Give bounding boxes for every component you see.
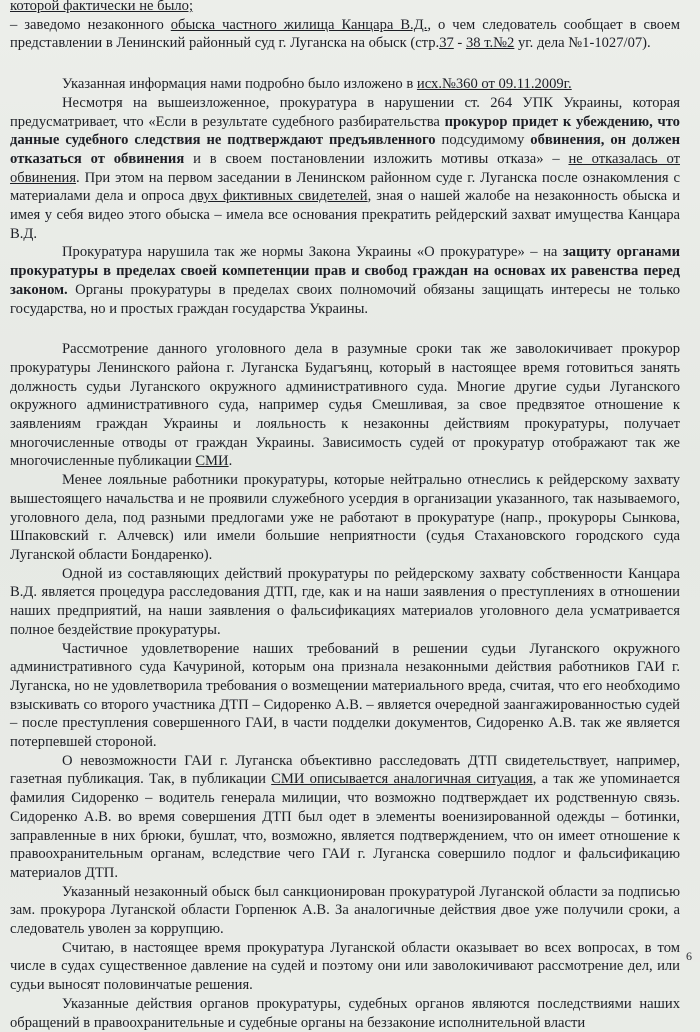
text-run: СМИ описывается аналогичная ситуация bbox=[271, 771, 533, 788]
text-run: Прокуратура нарушила так же нормы Закона Украины «О прокуратуре» – на bbox=[62, 244, 563, 261]
paragraph-5 bbox=[10, 340, 680, 471]
text-run: , а так же упоминается фамилия Сидоренко – водитель генерала милиции, что возможно подтверждает их родственную связь. Сидоренко А.В. во время совершения ДТП был одет в элементы военизированной одежды – ботинки, заправленные в них брюки, бушлат, что, возможно, является подтверждением, что он имеет отношение к правоохранительным органам, вследствие чего ГАИ г. Луганска совершило подлог и фальсификацию материалов ДТП. bbox=[10, 771, 680, 881]
text-run: - bbox=[453, 35, 466, 52]
text-run: . bbox=[228, 453, 233, 470]
paragraph-1 bbox=[10, 0, 680, 53]
paragraph-4 bbox=[10, 243, 680, 318]
text-run: которой фактически не было; bbox=[10, 0, 194, 14]
text-run: уг. дела №1-1027/07). bbox=[514, 35, 651, 52]
text-run: Несмотря на вышеизложенное, прокуратура в нарушении ст. 264 УПК Украины, которая предусматривает, что «Если в результате судебного разбирательства bbox=[10, 94, 680, 130]
text-run: . При этом на первом заседании в Ленинском районном суде г. Луганска после ознакомления с материалами дела и опроса bbox=[10, 169, 680, 205]
paragraph-9 bbox=[10, 752, 680, 883]
text-run: двух фиктивных свидетелей bbox=[189, 188, 368, 205]
paragraph-3 bbox=[10, 94, 680, 244]
paragraph-11: Считаю, в настоящее время прокуратура Луганской области оказывает во всех вопросах, в том числе в судах существенное давление на судей и поэтому они или заволокичивают рассмотрение дел, или судьи выносят половинчатые решения. bbox=[10, 939, 680, 994]
text-run: защиту органами прокуратуры в пределах своей компетенции прав и свобод граждан на основах их равенства перед законом. bbox=[10, 244, 680, 298]
paragraph-8: Частичное удовлетворение наших требований в решении судьи Луганского окружного административного суда Качуриной, которым она признала незаконными действия работников ГАИ г. Луганска, но не удовлетворила требования о возмещении материального вреда, считая, что его необходимо взыскивать со второго участника ДТП – Сидоренко А.В. – является очередной заангажированностью судей – после преступления совершенного ГАИ, в части подделки документов, Сидоренко А.В. так же является потерпевшей стороной. bbox=[10, 640, 680, 751]
text-run: не отказалась от обвинения bbox=[10, 150, 680, 186]
text-run: исх.№360 от 09.11.2009г. bbox=[416, 76, 572, 93]
text-run: О невозможности ГАИ г. Луганска объективно расследовать ДТП свидетельствует, например, газетная публикация. Так, в публикации bbox=[10, 752, 680, 788]
paragraph-12: Указанные действия органов прокуратуры, судебных органов являются последствиями наших обращений в правоохранительные и судебные органы на беззаконие исполнительной власти bbox=[10, 995, 680, 1031]
text-run: подсудимому bbox=[435, 132, 531, 149]
text-run: 38 т.№2 bbox=[465, 35, 515, 52]
document-body bbox=[10, 0, 680, 1032]
text-run: обвинения, он должен отказаться от обвинения bbox=[10, 132, 680, 167]
paragraph-2 bbox=[10, 75, 680, 94]
text-run: Указанная информация нами подробно было изложено в bbox=[62, 76, 417, 93]
text-run: СМИ bbox=[195, 453, 229, 470]
text-run: 37 bbox=[439, 35, 454, 52]
text-run: , зная о нашей жалобе на незаконность обыска и имея у себя видео этого обыска – имела все основания прекратить рейдерский захват имущества Канцара В.Д. bbox=[10, 188, 680, 242]
text-run: Органы прокуратуры в пределах своих полномочий обязаны защищать интересы не только государства, но и простых граждан государства Украины. bbox=[10, 281, 680, 317]
paragraph-6: Менее лояльные работники прокуратуры, которые нейтрально отнеслись к рейдерскому захвату вышестоящего начальства и не проявили служебного усердия в организации указанного, так называемого, уголовного дела, под разными предлогами уже не работают в прокуратуре (напр., прокуроры Сынкова, Шпаковский г. Алчевск) или имели большие неприятности (судья Стахановского городского суда Луганской области Бондаренко). bbox=[10, 472, 680, 563]
text-run: – заведомо незаконного bbox=[10, 16, 171, 33]
text-run: Рассмотрение данного уголовного дела в разумные сроки так же заволокичивает прокурор прокуратуры Ленинского района г. Луганска Будагъянц, который в настоящее время готовиться занять должность судьи Луганского окружного административного суда. Многие другие судьи Луганского окружного административного суда, например судья Смешливая, за свое предвзятое отношение к заявлениям граждан Украины и лояльность к незаконны действиям прокуратуры, получает многочисленные отводы от граждан Украины. Зависимость судей от прокуратур отображают так же многочисленные публикации bbox=[10, 341, 680, 470]
text-run: обыска частного жилища Канцара В.Д. bbox=[170, 16, 428, 33]
page-number: 6 bbox=[686, 949, 692, 963]
text-run: и в своем постановлении изложить мотивы отказа» – bbox=[184, 150, 569, 167]
paragraph-7: Одной из составляющих действий прокуратуры по рейдерскому захвату собственности Канцара В.Д. является процедура расследования ДТП, где, как и на наши заявления о преступлениях в отношении наших предприятий, на наши заявления о фальсификациях материалов уголовного дела усматривается полное бездействие прокуратуры. bbox=[10, 565, 680, 638]
text-run: прокурор придет к убеждению, что данные судебного следствия не подтверждают предъявленного bbox=[10, 113, 680, 149]
text-run: , о чем следователь сообщает в своем представлении в Ленинский районный суд г. Луганска на обыск (стр. bbox=[10, 16, 680, 52]
paragraph-10: Указанный незаконный обыск был санкционирован прокуратурой Луганской области за подписью зам. прокурора Луганской области Горпенюк А.В. За аналогичные действия двое уже получили сроки, а следователь уволен за коррупцию. bbox=[10, 883, 680, 938]
